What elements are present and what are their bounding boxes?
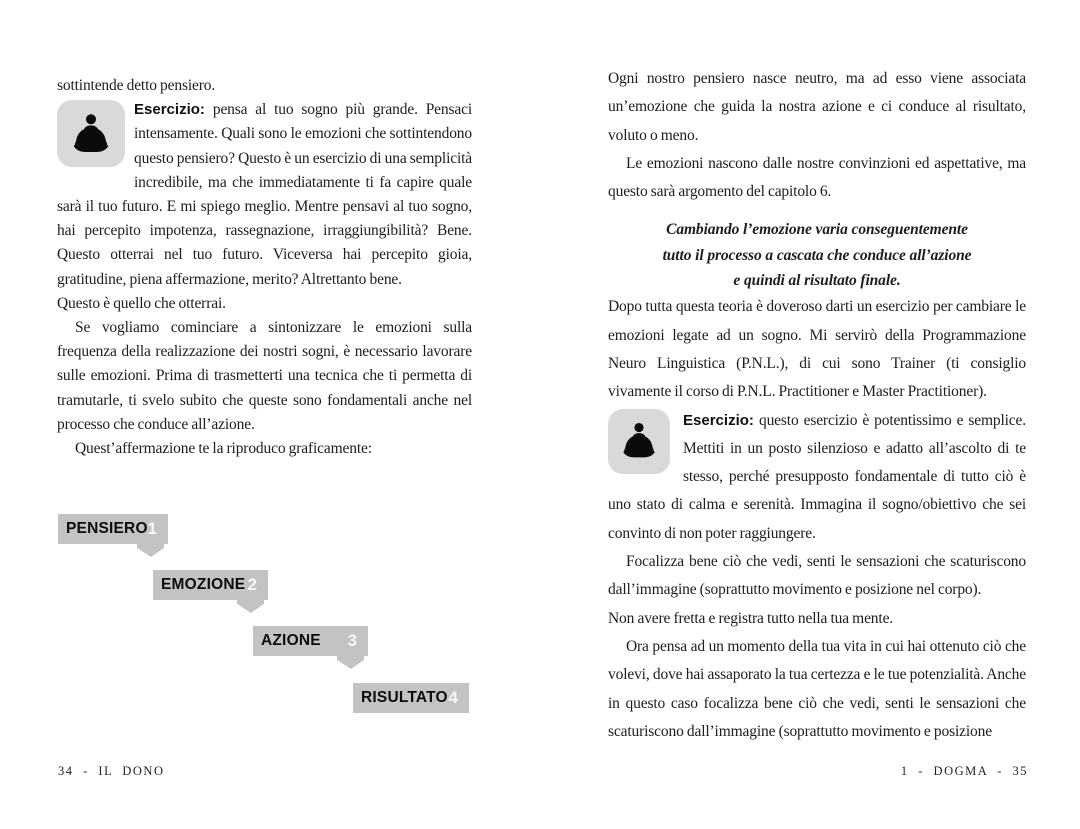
step-label: PENSIERO <box>66 520 148 537</box>
left-intro-paragraph: sottintende detto pensiero. <box>57 77 216 94</box>
step-number: 2 <box>247 575 257 594</box>
quote-line: tutto il processo a cascata che conduce all’azione <box>662 246 972 264</box>
quote-line: e quindi al risultato finale. <box>733 272 901 290</box>
exercise-text: pensa al tuo sogno più grande. Pensaci intensamente. Quali sono le emozioni che sottintendono questo pensiero? Questo è un esercizio di una semplicità incredibile, ma che immediatamente ti fa capire quale sarà il tuo futuro. E mi spiego meglio. Mentre pensavi al tuo sogno, hai percepito impotenza, rassegnazione, irraggiungibilità? Bene. Questo otterrai nel tuo futuro. Viceversa hai percepito gioia, gratitudine, piena affermazione, merito? Altrettanto bene. <box>57 101 472 288</box>
quote-line: Cambiando l’emozione varia conseguentemente <box>666 221 968 239</box>
diagram-step-azione <box>253 626 368 656</box>
step-number: 3 <box>347 631 357 650</box>
meditation-figure <box>618 419 660 463</box>
meditation-icon <box>57 100 125 167</box>
right-paragraph-3: Dopo tutta questa teoria è doveroso darti un esercizio per cambiare le emozioni legate ad un sogno. Mi servirò della Programmazione Neuro Linguistica (P.N.L.), di cui sono Trainer (ti consiglio vivamente il corso di P.N.L. Practitioner e Master Practitioner). <box>608 298 1026 401</box>
left-exercise-block <box>57 98 472 292</box>
exercise-label: Esercizio: <box>134 101 205 119</box>
right-paragraph-6: Ora pensa ad un momento della tua vita in cui hai ottenuto ciò che volevi, dove hai assaporato la tua certezza e le tue potenzialità. Anche in questo caso focalizza bene ciò che vedi, senti le sensazioni che scaturiscono dall’immagine (soprattutto movimento e posizione <box>608 637 1026 740</box>
arrow-down-icon <box>337 656 364 669</box>
left-paragraph-1: Se vogliamo cominciare a sintonizzare le emozioni sulla frequenza della realizzazione dei nostri sogni, è necessario lavorare sulle emozioni. Prima di trasmetterti una tecnica che ti permetta di tramutarle, ti svelo subito che queste sono fondamentali anche nel processo che conduce all’azione. <box>57 319 472 433</box>
arrow-down-icon <box>137 544 164 557</box>
exercise-label: Esercizio: <box>683 411 754 429</box>
right-paragraph-1: Ogni nostro pensiero nasce neutro, ma ad esso viene associata un’emozione che guida la nostra azione e ci conduce al risultato, voluto o meno. <box>608 70 1026 144</box>
step-label: AZIONE <box>261 632 321 649</box>
right-page-footer: 1 - DOGMA - 35 <box>900 764 1028 778</box>
diagram-step-emozione <box>153 570 268 600</box>
right-paragraph-4: Focalizza bene ciò che vedi, senti le sensazioni che scaturiscono dall’immagine (soprattutto movimento e posizione nel corpo). <box>608 553 1026 599</box>
step-number: 1 <box>147 519 157 538</box>
meditation-figure <box>68 110 114 158</box>
diagram-step-risultato <box>353 683 469 713</box>
right-paragraph-5: Non avere fretta e registra tutto nella tua mente. <box>608 609 894 627</box>
right-paragraph-2: Le emozioni nascono dalle nostre convinzioni ed aspettative, ma questo sarà argomento del capitolo 6. <box>608 154 1026 201</box>
right-exercise-block <box>608 407 1026 548</box>
meditation-icon <box>608 409 670 474</box>
step-label: EMOZIONE <box>161 576 246 593</box>
centered-quote <box>608 217 1026 293</box>
diagram-step-pensiero <box>58 514 168 544</box>
step-number: 4 <box>448 688 458 707</box>
left-paragraph-2: Quest’affermazione te la riproduco graficamente: <box>75 440 372 458</box>
exercise-text: questo esercizio è potentissimo e semplice. Mettiti in un posto silenzioso e adatto all’ascolto di te stesso, perché presupposto fondamentale di tutto ciò è uno stato di calma e serenità. Immagina il sogno/obiettivo che sei convinto di non poter raggiungere. <box>608 411 1026 542</box>
process-cascade-diagram <box>57 514 472 724</box>
left-page <box>57 74 472 461</box>
left-page-footer: 34 - IL DONO <box>58 764 165 778</box>
arrow-down-icon <box>237 600 264 613</box>
step-label: RISULTATO <box>361 689 448 706</box>
right-page <box>608 65 1026 746</box>
left-paragraph-after-exercise: Questo è quello che otterrai. <box>57 294 226 312</box>
